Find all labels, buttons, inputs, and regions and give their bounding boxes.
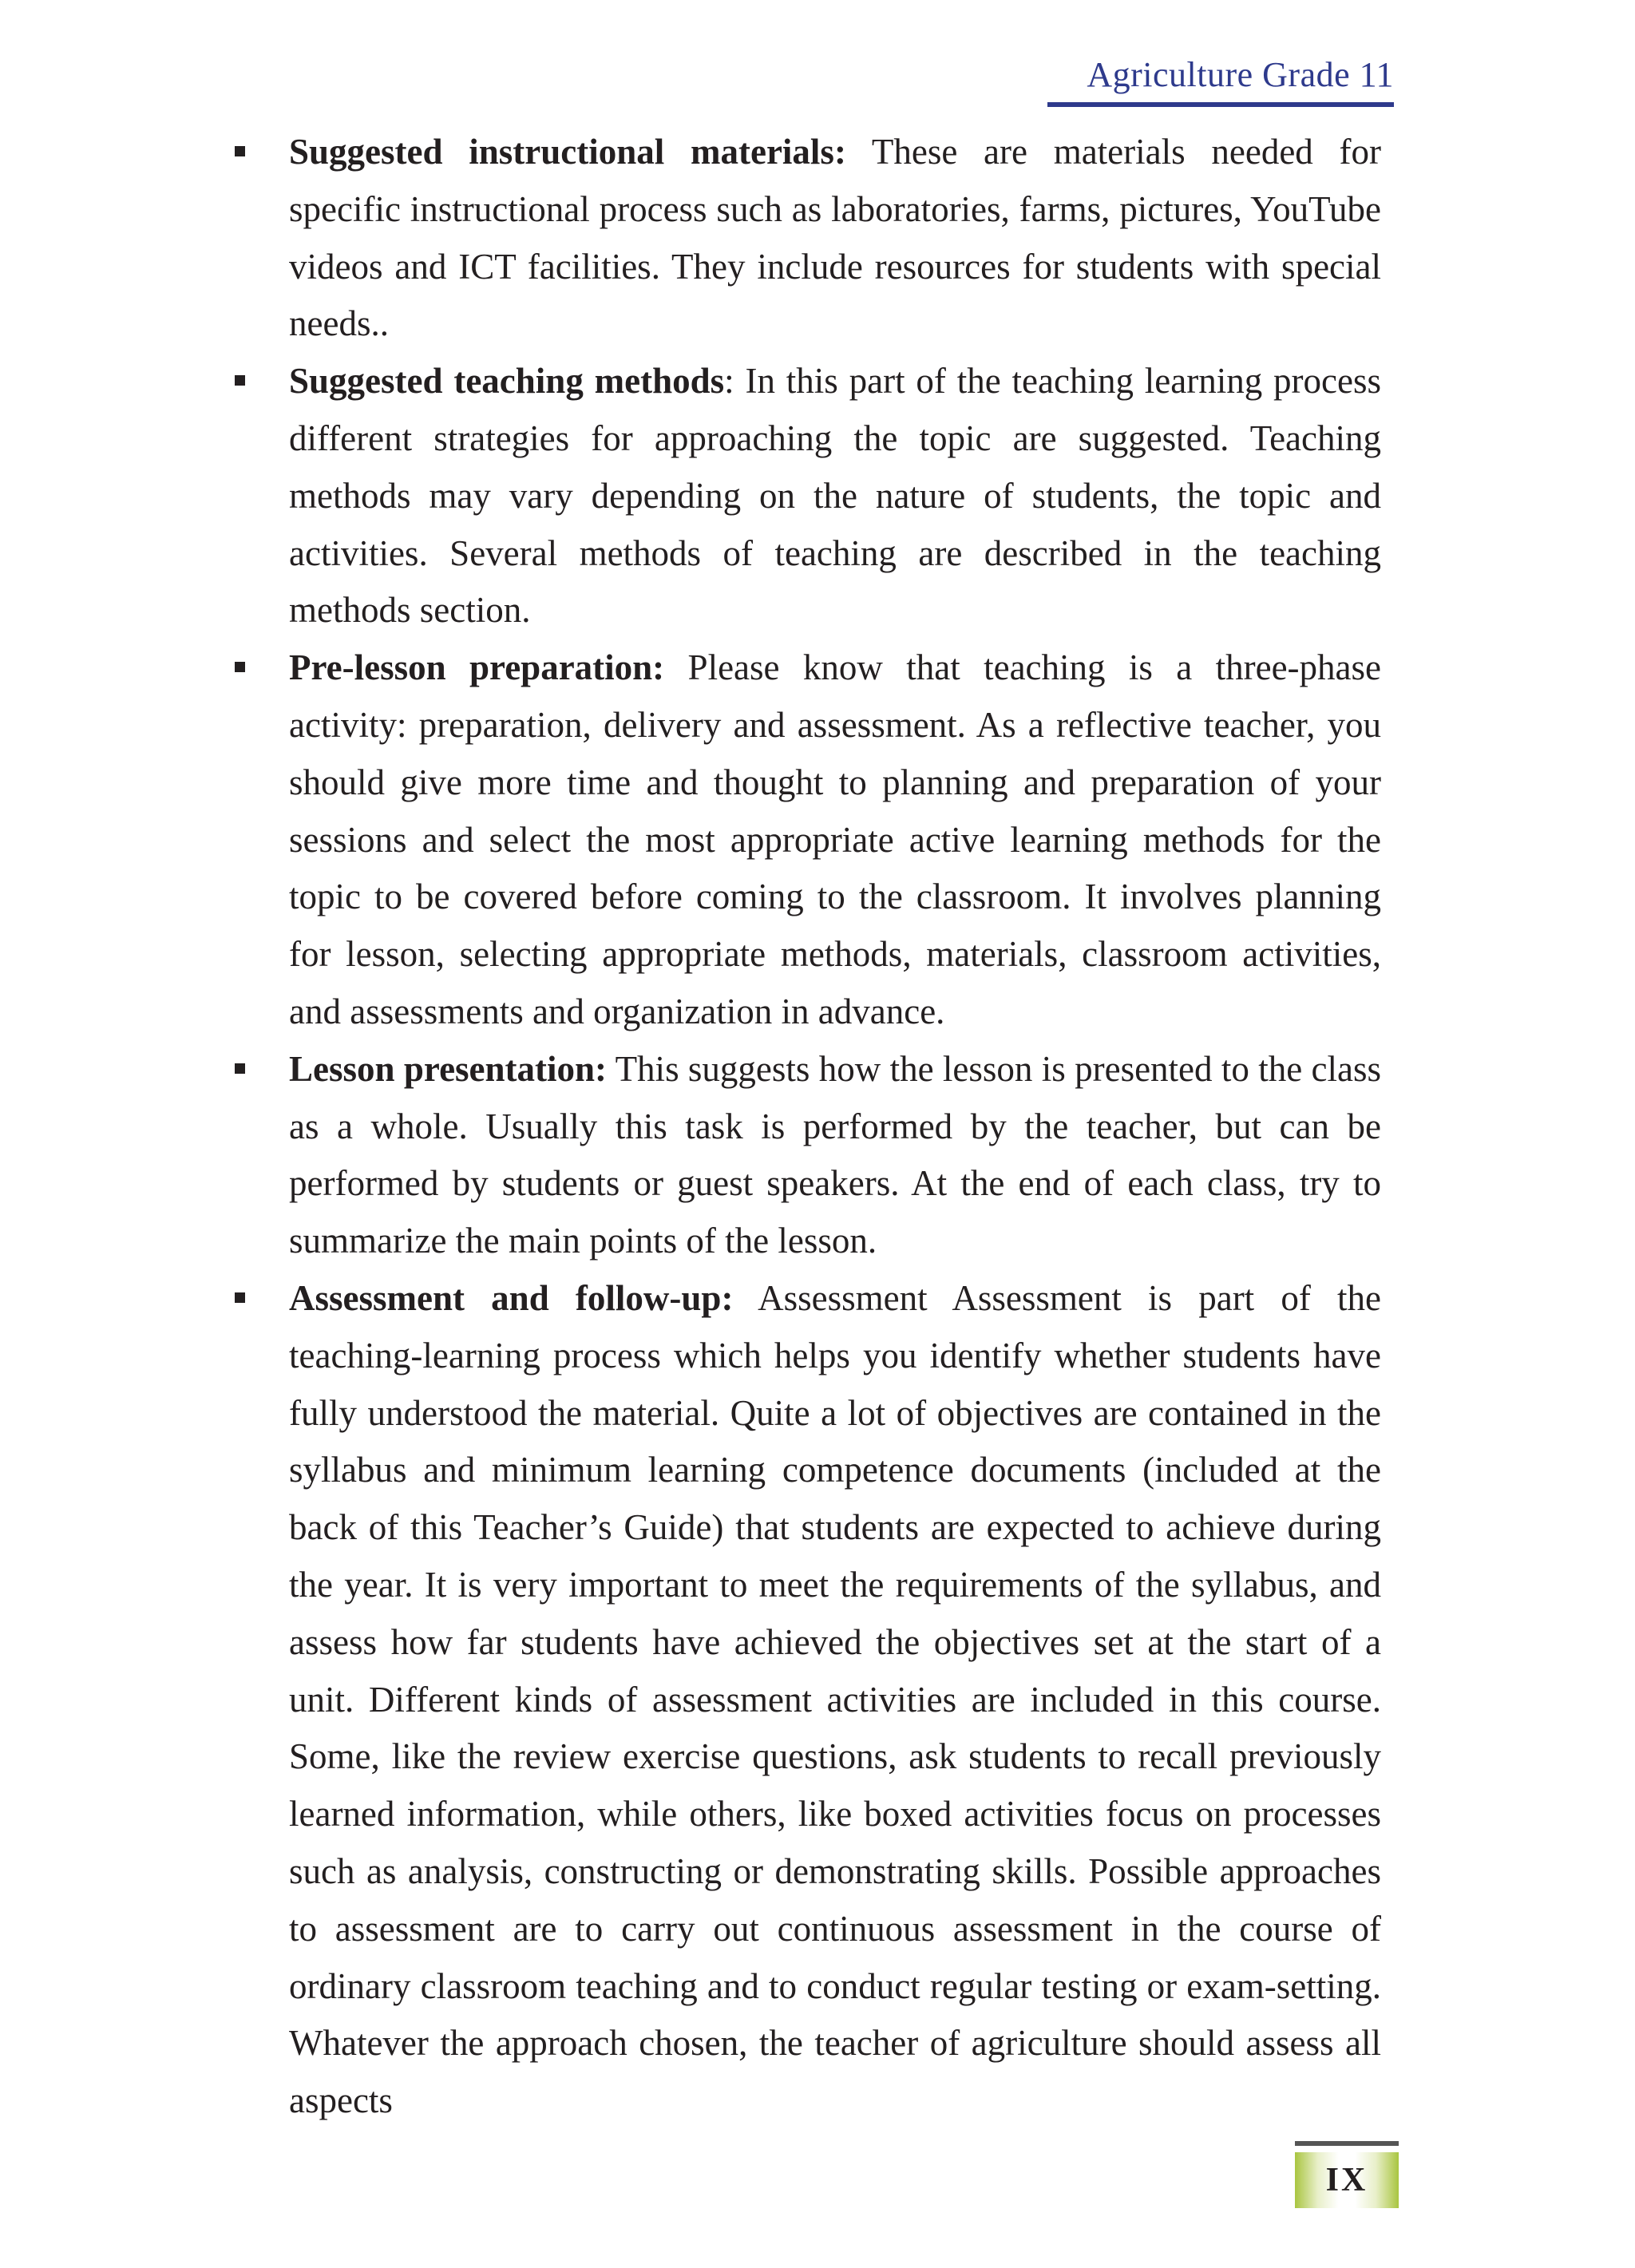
item-term: Lesson presentation: bbox=[289, 1048, 608, 1089]
book-title: Agriculture Grade 11 bbox=[1087, 55, 1394, 94]
square-bullet-icon bbox=[235, 662, 245, 672]
item-term: Suggested teaching methods bbox=[289, 361, 725, 402]
list-item bbox=[232, 124, 1381, 353]
page-number-box bbox=[1295, 2152, 1399, 2208]
list-item bbox=[232, 639, 1381, 1041]
square-bullet-icon bbox=[235, 146, 245, 156]
item-text: Please know that teaching is a three-phase activity: preparation, delivery and assessment. As a reflective teacher, you should give more time and thought to planning and preparation of your sessions and select the most appropriate active learning methods for the topic to be covered before coming to the classroom. It involves planning for lesson, selecting appropriate methods, materials, classroom activities, and assessments and organization in advance. bbox=[289, 647, 1381, 1031]
item-text: : In this part of the teaching learning process different strategies for approaching the topic are suggested. Teaching methods may vary depending on the nature of students, the topic and activities. Several methods of teaching are described in the teaching methods section. bbox=[289, 361, 1381, 631]
list-item bbox=[232, 1041, 1381, 1270]
header-underline bbox=[1047, 102, 1394, 107]
item-term: Pre-lesson preparation: bbox=[289, 647, 665, 688]
list-item bbox=[232, 353, 1381, 639]
list-item bbox=[232, 1270, 1381, 2130]
item-term: Suggested instructional materials: bbox=[289, 132, 846, 172]
item-term: Assessment and follow-up: bbox=[289, 1277, 734, 1318]
item-text: Assessment Assessment is part of the teaching-learning process which helps you identify whether students have fully understood the material. Quite a lot of objectives are contained in the syllabus and minimum learning competence documents (included at the back of this Teacher’s Guide) that students are expected to achieve during the year. It is very important to meet the requirements of the syllabus, and assess how far students have achieved the objectives set at the start of a unit. Different kinds of assessment activities are included in this course. Some, like the review exercise questions, ask students to recall previously learned information, while others, like boxed activities focus on processes such as analysis, constructing or demonstrating skills. Possible approaches to assessment are to carry out continuous assessment in the course of ordinary classroom teaching and to conduct regular testing or exam-setting. Whatever the approach chosen, the teacher of agriculture should assess all aspects bbox=[289, 1277, 1382, 2121]
bullet-list bbox=[232, 124, 1381, 2130]
square-bullet-icon bbox=[235, 1292, 245, 1303]
running-header bbox=[1087, 57, 1394, 101]
footer-rule bbox=[1295, 2141, 1399, 2146]
item-text: These are materials needed for specific instructional process such as laboratories, farms, pictures, YouTube videos and ICT facilities. They include resources for students with special needs.. bbox=[289, 132, 1381, 344]
square-bullet-icon bbox=[235, 375, 245, 386]
square-bullet-icon bbox=[235, 1063, 245, 1074]
page-body bbox=[232, 124, 1381, 2130]
item-text: This suggests how the lesson is presented to the class as a whole. Usually this task is performed by the teacher, but can be performed by students or guest speakers. At the end of each class, try to summarize the main points of the lesson. bbox=[289, 1048, 1382, 1261]
page-number: IX bbox=[1325, 2162, 1368, 2199]
